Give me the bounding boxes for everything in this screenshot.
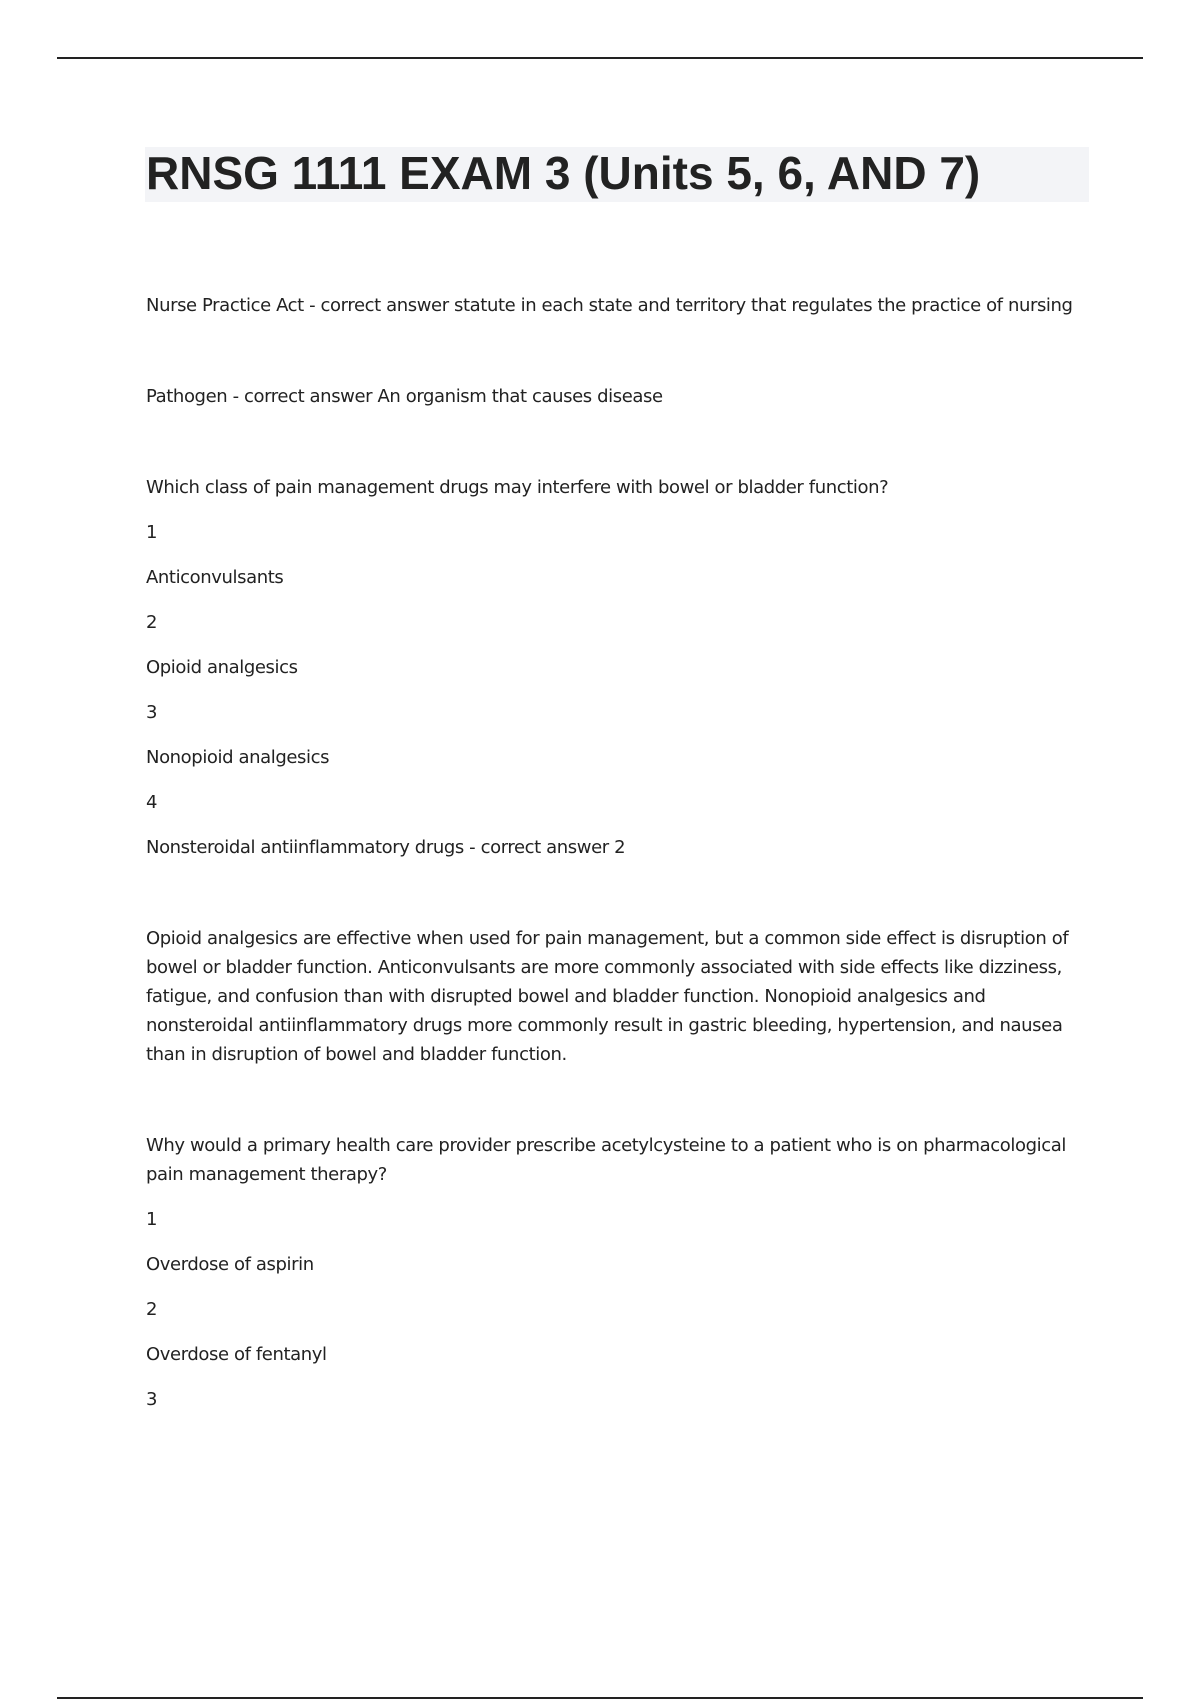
question-2-prompt: Why would a primary health care provider prescribe acetylcysteine to a patient who is on pharmacological pain management therapy?	[146, 1135, 1066, 1185]
option-number: 2	[146, 1299, 158, 1320]
option-number: 1	[146, 1209, 158, 1230]
option-number: 3	[146, 702, 158, 723]
option-text: Anticonvulsants	[146, 567, 284, 588]
option-text: Opioid analgesics	[146, 657, 298, 678]
page-title: RNSG 1111 EXAM 3 (Units 5, 6, AND 7)	[146, 147, 981, 199]
question-1-prompt: Which class of pain management drugs may interfere with bowel or bladder function?	[146, 477, 889, 498]
option-number: 2	[146, 612, 158, 633]
option-number: 1	[146, 522, 158, 543]
entry-pathogen: Pathogen - correct answer An organism that causes disease	[146, 386, 663, 407]
document-body	[146, 291, 1081, 1414]
question-2	[146, 1131, 1081, 1414]
footer-rule	[57, 1697, 1143, 1699]
option-text: Overdose of aspirin	[146, 1254, 314, 1275]
option-text: Nonopioid analgesics	[146, 747, 330, 768]
entry-nurse-practice-act: Nurse Practice Act - correct answer statute in each state and territory that regulates the practice of nursing	[146, 295, 1073, 316]
option-text: Nonsteroidal antiinflammatory drugs - correct answer 2	[146, 837, 626, 858]
header-rule	[57, 57, 1143, 59]
option-number: 3	[146, 1389, 158, 1410]
question-1	[146, 473, 1081, 1069]
option-text: Overdose of fentanyl	[146, 1344, 327, 1365]
option-number: 4	[146, 792, 158, 813]
question-1-rationale: Opioid analgesics are effective when used for pain management, but a common side effect is disruption of bowel or bladder function. Anticonvulsants are more commonly associated with side effects like dizziness, fatigue, and confusion than with disrupted bowel and bladder function. Nonopioid analgesics and nonsteroidal antiinflammatory drugs more commonly result in gastric bleeding, hypertension, and nausea than in disruption of bowel and bladder function.	[146, 928, 1069, 1065]
